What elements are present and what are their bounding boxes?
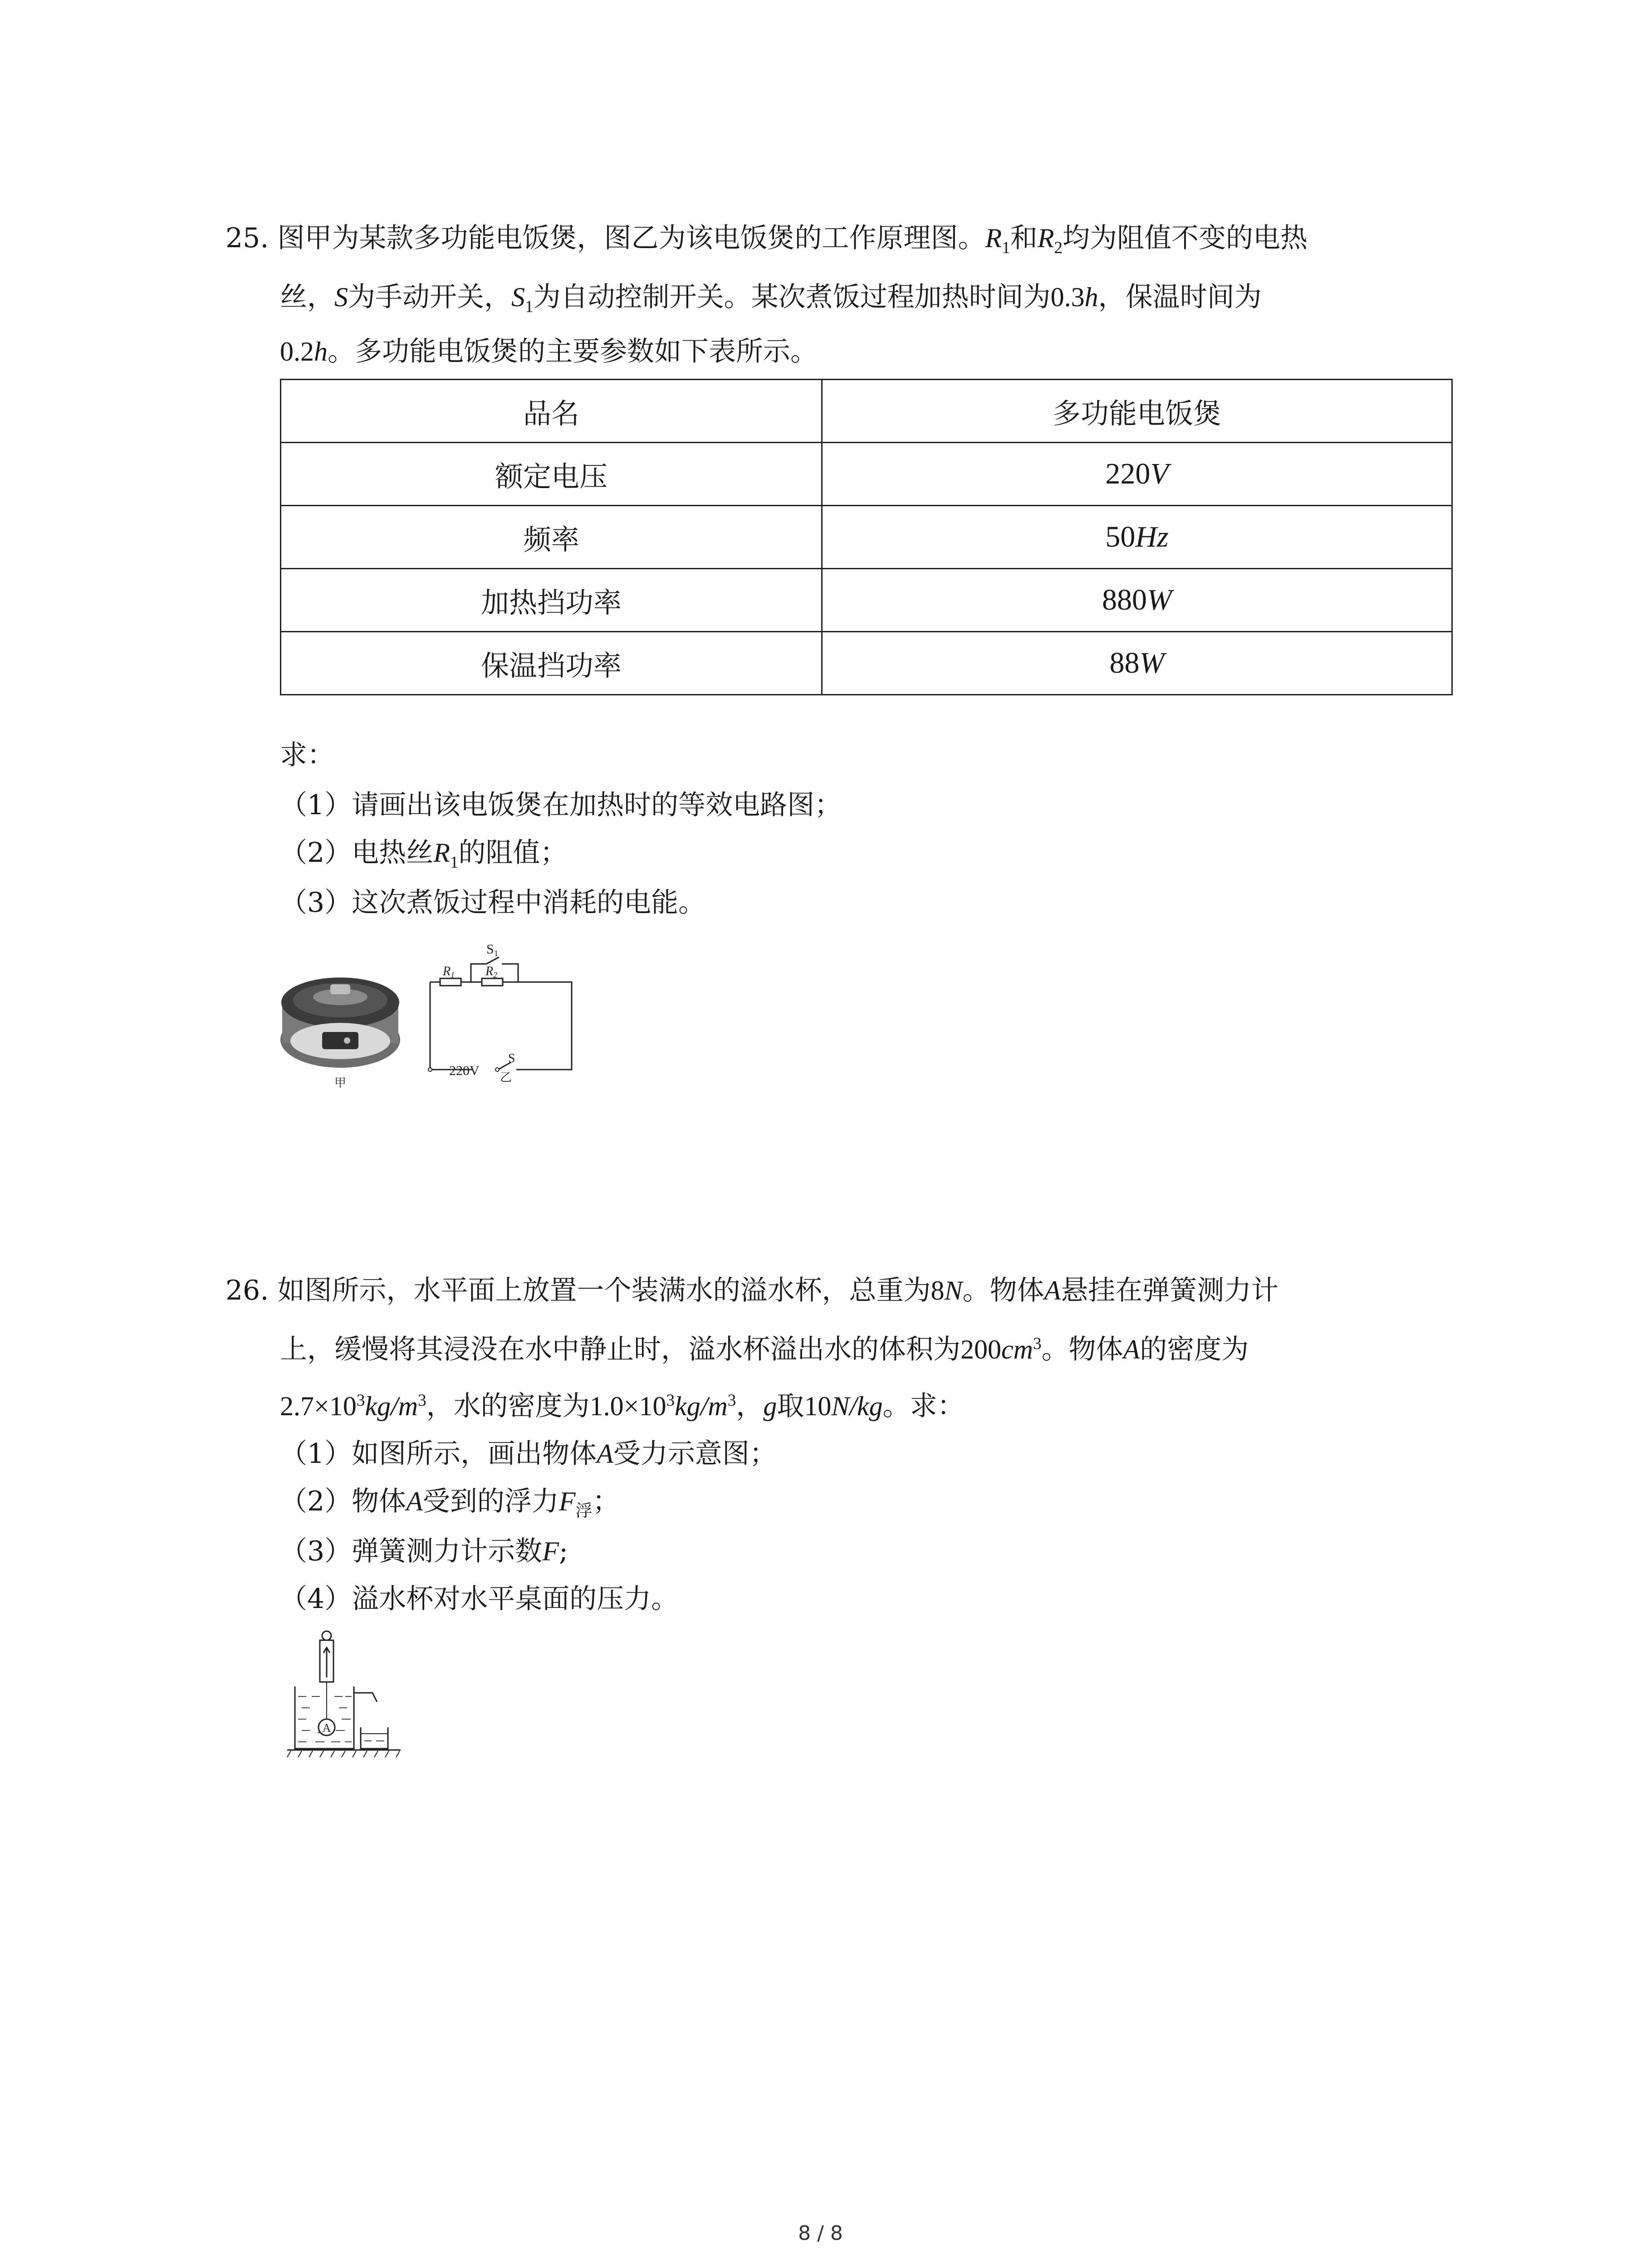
table-cell-value: 220V	[822, 443, 1452, 506]
table-cell-value: 50Hz	[822, 506, 1452, 569]
cooker-caption: 甲	[334, 1076, 347, 1089]
water-texture	[298, 1696, 384, 1742]
object-a-label: A	[322, 1721, 331, 1735]
q25-ask: 求：	[280, 739, 334, 771]
page-number: 8 / 8	[798, 2222, 843, 2245]
table-cell-label: 频率	[281, 506, 822, 569]
r1-resistor	[440, 978, 461, 986]
s1-label: $S_1$	[486, 942, 499, 958]
small-beaker	[361, 1727, 388, 1749]
r1-label: R1	[443, 964, 455, 979]
table-cell-label: 加热挡功率	[281, 569, 822, 632]
q25-sub2: （2）电热丝$R_1$的阻值；	[280, 837, 568, 872]
q26-sub1: （1）如图所示，画出物体A受力示意图；	[280, 1438, 777, 1470]
q25-number: 25.	[225, 222, 269, 254]
table-cell-value: 多功能电饭煲	[822, 380, 1452, 443]
cup-spout	[354, 1693, 377, 1702]
q26-sub3: （3）弹簧测力计示数F;	[280, 1535, 568, 1567]
q26-sub4: （4）溢水杯对水平桌面的压力。	[280, 1583, 679, 1615]
table-row	[281, 632, 1452, 695]
table-cell-value: 88W	[822, 632, 1452, 695]
table-row	[281, 506, 1452, 569]
q26-sub2: （2）物体A受到的浮力$F_浮$；	[280, 1486, 620, 1520]
q25-sub3: （3）这次煮饭过程中消耗的电能。	[280, 887, 706, 919]
switch-s-label: S	[508, 1051, 515, 1066]
overflow-cup	[295, 1686, 354, 1749]
r2-resistor	[482, 978, 503, 986]
q26-line1: 26. 如图所示，水平面上放置一个装满水的溢水杯，总重为8N。物体A悬挂在弹簧测力计	[225, 1275, 1279, 1306]
rice-cooker-image	[272, 957, 408, 1089]
q26-line3: $2.7\times 10^3kg/m^3$，水的密度为$1.0\times 10^3kg/m^3$，g取10N/kg。求：	[280, 1390, 965, 1422]
circuit-diagram	[422, 921, 581, 1084]
table-cell-label: 保温挡功率	[281, 632, 822, 695]
table-row	[281, 380, 1452, 443]
table-cell-label: 额定电压	[281, 443, 822, 506]
r2-label: R2	[485, 964, 498, 979]
ground-hatching	[287, 1751, 400, 1757]
q26-line2: 上，缓慢将其浸没在水中静止时，溢水杯溢出水的体积为$200cm^3$。物体A的密度为	[280, 1334, 1249, 1365]
q25-line3: 0.2h。多功能电饭煲的主要参数如下表所示。	[280, 336, 818, 367]
q25-sub1: （1）请画出该电饭煲在加热时的等效电路图；	[280, 789, 842, 821]
table-row	[281, 443, 1452, 506]
scale-hook-ring	[322, 1631, 331, 1640]
voltage-label: 220V	[449, 1063, 480, 1078]
q25-line2: 丝，S为手动开关，$S_1$为自动控制开关。某次煮饭过程加热时间为0.3h，保温时间为	[280, 281, 1262, 316]
overflow-cup-figure	[284, 1628, 411, 1765]
q25-line1: 25. 图甲为某款多功能电饭煲，图乙为该电饭煲的工作原理图。$R_1$和$R_2$均为阻值不变的电热	[225, 222, 1308, 257]
table-cell-value: 880W	[822, 569, 1452, 632]
q26-number: 26.	[225, 1275, 269, 1306]
parameter-table	[280, 379, 1453, 695]
table-row	[281, 569, 1452, 632]
table-cell-label: 品名	[281, 380, 822, 443]
circuit-caption: 乙	[500, 1071, 512, 1084]
